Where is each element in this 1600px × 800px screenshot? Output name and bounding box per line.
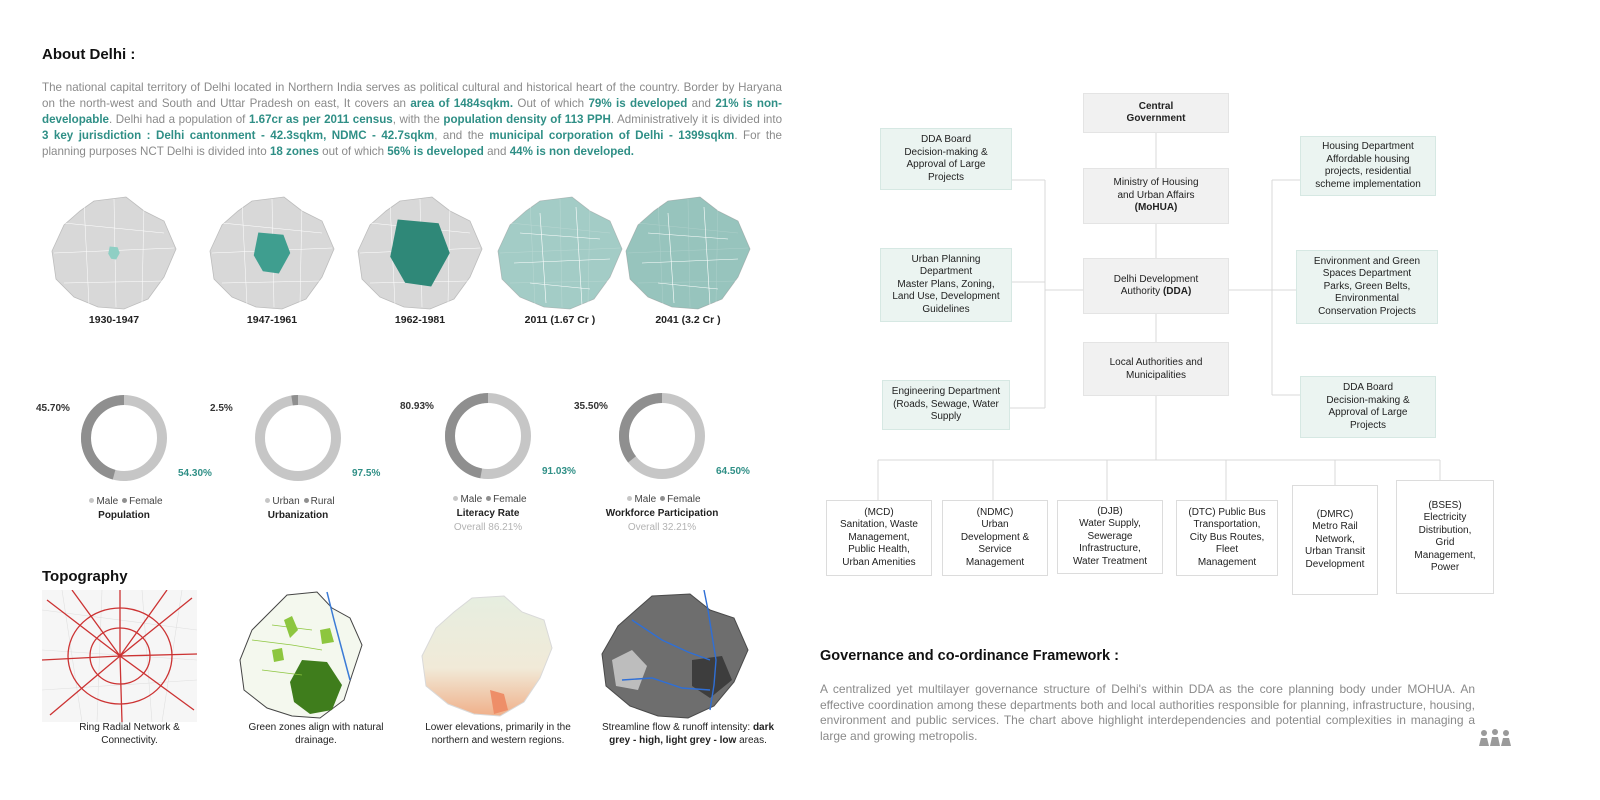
topo-caption-4-end: areas.: [736, 734, 767, 746]
node-central-government: Central Government: [1083, 93, 1229, 133]
node-mohua: Ministry of Housing and Urban Affairs (MoHUA): [1083, 168, 1229, 224]
about-text: out of which: [318, 145, 388, 158]
donut-caption: Workforce Participation: [605, 508, 719, 519]
about-highlight: population density of 113 PPH: [443, 113, 611, 126]
growth-map-label: 2011 (1.67 Cr ): [524, 314, 596, 326]
topo-caption-2: Green zones align with natural drainage.: [248, 722, 384, 746]
group-of-people-icon: [1478, 728, 1512, 753]
about-highlight: 1.67cr as per 2011 census: [248, 113, 393, 126]
about-text: , with the: [392, 113, 444, 126]
node-mcd: (MCD) Sanitation, Waste Management, Public Health, Urban Amenities: [826, 500, 932, 576]
node-right-dda-board: DDA Board Decision-making & Approval of Large Projects: [1300, 376, 1436, 438]
legend-label: Female: [667, 494, 701, 505]
governance-title: Governance and co-ordinance Framework :: [820, 648, 1119, 664]
node-local-authorities: Local Authorities and Municipalities: [1083, 342, 1229, 396]
node-ndmc: (NDMC) Urban Development & Service Management: [942, 500, 1048, 576]
node-housing: Housing Department Affordable housing projects, residential scheme implementation: [1300, 136, 1436, 196]
legend-label: Female: [493, 494, 527, 505]
donut-caption: Population: [98, 510, 150, 521]
about-text: , and the: [434, 129, 490, 142]
legend-label: Urban: [272, 496, 300, 507]
about-highlight: 79% is developed: [588, 97, 688, 110]
topo-caption-1: Ring Radial Network & Connectivity.: [79, 722, 180, 746]
growth-map-label: 1947-1961: [246, 314, 298, 326]
donut-label-a: 45.70%: [36, 403, 70, 414]
node-left-dda-board: DDA Board Decision-making & Approval of Large Projects: [880, 128, 1012, 190]
donut-caption: Urbanization: [267, 510, 329, 521]
about-highlight: municipal corporation of Delhi - 1399sqkm: [489, 129, 735, 142]
about-title: About Delhi :: [42, 46, 136, 63]
about-highlight: 3 key jurisdiction : Delhi cantonment - 42.3sqkm, NDMC - 42.7sqkm: [42, 129, 435, 142]
about-highlight: 18 zones: [269, 145, 319, 158]
node-engineering: Engineering Department (Roads, Sewage, Water Supply: [882, 380, 1010, 430]
about-text: The national capital territory of Delhi located in Northern India serves as political cultural and historical heart of the country. Border by Haryana on the north-west and South and Uttar Pradesh on east, It covers an: [42, 81, 782, 110]
about-text: and: [483, 145, 510, 158]
legend-label: Rural: [310, 496, 335, 507]
donut-label-b: 91.03%: [542, 466, 576, 477]
donut-label-a: 35.50%: [574, 401, 608, 412]
legend-label: Male: [96, 496, 119, 507]
donut-caption: Literacy Rate: [456, 508, 520, 519]
topo-caption-4-text: Streamline flow & runoff intensity:: [601, 722, 753, 733]
legend-label: Male: [634, 494, 657, 505]
node-dda: Delhi Development Authority (DDA): [1083, 258, 1229, 314]
topo-caption-4-bold: dark grey - high, light grey - low: [609, 722, 775, 746]
about-text: and: [687, 97, 716, 110]
about-text: . Administratively it is divided into: [610, 113, 783, 126]
about-highlight: 44% is non developed.: [509, 145, 635, 158]
about-text: Out of which: [513, 97, 589, 110]
topo-caption-3: Lower elevations, primarily in the northern and western regions.: [425, 722, 571, 746]
topography-title: Topography: [42, 568, 128, 585]
legend-label: Female: [129, 496, 163, 507]
node-bses: (BSES) Electricity Distribution, Grid Management, Power: [1396, 480, 1494, 594]
about-text: . For the planning purposes NCT Delhi is divided into: [42, 129, 783, 158]
growth-map-label: 1930-1947: [88, 314, 140, 326]
donut-label-a: 2.5%: [210, 403, 233, 414]
growth-map-label: 1962-1981: [394, 314, 446, 326]
governance-paragraph: A centralized yet multilayer governance structure of Delhi's within DDA as the core planning body under MOHUA. An effective coordination among these departments both and local authorities responsible for planning, infrastructure, housing, environment and public services. The chart above highlight interdependencies and potential complexities in managing a large and growing metropolis.: [820, 682, 1475, 743]
node-urban-planning: Urban Planning Department Master Plans, Zoning, Land Use, Development Guidelines: [880, 248, 1012, 322]
donut-label-b: 64.50%: [716, 466, 750, 477]
donut-label-b: 97.5%: [352, 468, 381, 479]
node-dmrc: (DMRC) Metro Rail Network, Urban Transit Development: [1292, 485, 1378, 595]
about-text: . Delhi had a population of: [109, 113, 249, 126]
node-dtc: (DTC) Public Bus Transportation, City Bus Routes, Fleet Management: [1176, 500, 1278, 576]
donut-label-a: 80.93%: [400, 401, 434, 412]
about-highlight: 21% is non-developable: [42, 97, 782, 126]
node-environment: Environment and Green Spaces Department Parks, Green Belts, Environmental Conservation Projects: [1296, 250, 1438, 324]
legend-label: Male: [460, 494, 483, 505]
about-highlight: 56% is developed: [387, 145, 484, 158]
about-highlight: area of 1484sqkm.: [410, 97, 514, 110]
node-djb: (DJB) Water Supply, Sewerage Infrastructure, Water Treatment: [1057, 500, 1163, 574]
growth-map-label: 2041 (3.2 Cr ): [655, 314, 721, 326]
donut-label-b: 54.30%: [178, 468, 212, 479]
donut-subcaption: Overall 32.21%: [627, 522, 697, 533]
donut-subcaption: Overall 86.21%: [453, 522, 523, 533]
